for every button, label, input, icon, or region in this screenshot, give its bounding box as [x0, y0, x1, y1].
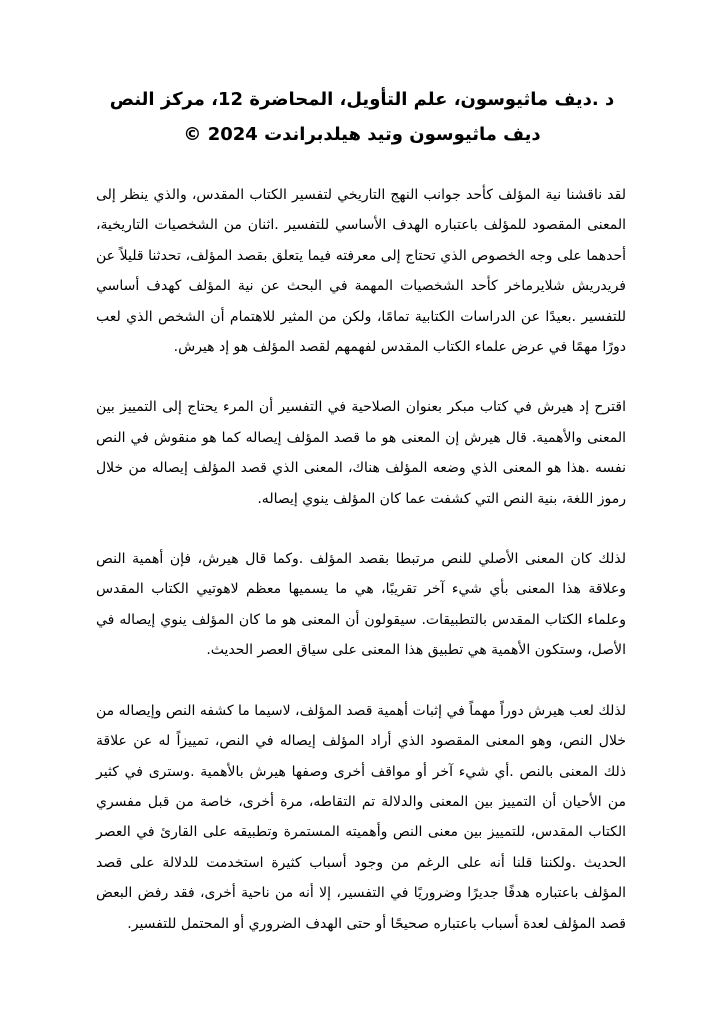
- paragraph-2: اقترح إد هيرش في كتاب مبكر بعنوان الصلاحية في التفسير أن المرء يحتاج إلى التمييز بين المعنى والأهمية. قال هيرش إن المعنى هو ما قصد المؤلف إيصاله كما هو منقوش في النص نفسه .هذا هو المعنى الذي وضعه المؤلف هناك، المعنى الذي قصد المؤلف إيصاله من خلال رموز اللغة، بنية النص التي كشفت عما كان المؤلف ينوي إيصاله.: [96, 399, 626, 507]
- copyright-line: ديف ماثيوسون وتيد هيلدبراندت 2024 ©: [183, 124, 541, 145]
- document-title: د .ديف ماثيوسون، علم التأويل، المحاضرة 12، مركز النص: [109, 89, 615, 110]
- paragraph-4: لذلك لعب هيرش دوراً مهماً في إثبات أهمية قصد المؤلف، لاسيما ما كشفه النص وإيصاله من خلال النص، وهو المعنى المقصود الذي أراد المؤلف إيصاله في النص، تمييزاً له عن علاقة ذلك المعنى بالنص .أي شيء آخر أو مواقف أخرى وصفها هيرش بالأهمية .وسترى في كثير من الأحيان أن التمييز بين المعنى والدلالة تم التقاطه، مرة أخرى، خاصة من قبل مفسري الكتاب المقدس، للتمييز بين معنى النص وأهميته المستمرة وتطبيقه على القارئ في العصر الحديث .ولكننا قلنا أنه على الرغم من وجود أسباب كثيرة استخدمت للدلالة على قصد المؤلف باعتباره هدفًا جديرًا وضروريًا في التفسير، إلا أنه من ناحية أخرى، فقد رفض البعض قصد المؤلف لعدة أسباب باعتباره صحيحًا أو حتى الهدف الضروري أو المحتمل للتفسير.: [96, 702, 626, 932]
- paragraph-3: لذلك كان المعنى الأصلي للنص مرتبطا بقصد المؤلف .وكما قال هيرش، فإن أهمية النص وعلاقة هذا المعنى بأي شيء آخر تقريبًا، هي ما يسميها معظم لاهوتيي الكتاب المقدس وعلماء الكتاب المقدس بالتطبيقات. سيقولون أن المعنى هو ما كان المؤلف ينوي إيصاله في الأصل، وستكون الأهمية هي تطبيق هذا المعنى على سياق العصر الحديث.: [96, 551, 626, 659]
- paragraph-1: لقد ناقشنا نية المؤلف كأحد جوانب النهج التاريخي لتفسير الكتاب المقدس، والذي ينظر إلى المعنى المقصود للمؤلف باعتباره الهدف الأساسي للتفسير .اثنان من الشخصيات التاريخية، أحدهما على وجه الخصوص الذي تحتاج إلى معرفته فيما يتعلق بقصد المؤلف، تحدثنا قليلاً عن فريدريش شلايرماخر كأحد الشخصيات المهمة في البحث عن نية المؤلف كهدف أساسي للتفسير .بعيدًا عن الدراسات الكتابية تمامًا، ولكن من المثير للاهتمام أن الشخص الذي لعب دورًا مهمًا في عرض علماء الكتاب المقدس لفهمهم لقصد المؤلف هو إد هيرش.: [96, 187, 626, 356]
- document-body: [96, 180, 626, 969]
